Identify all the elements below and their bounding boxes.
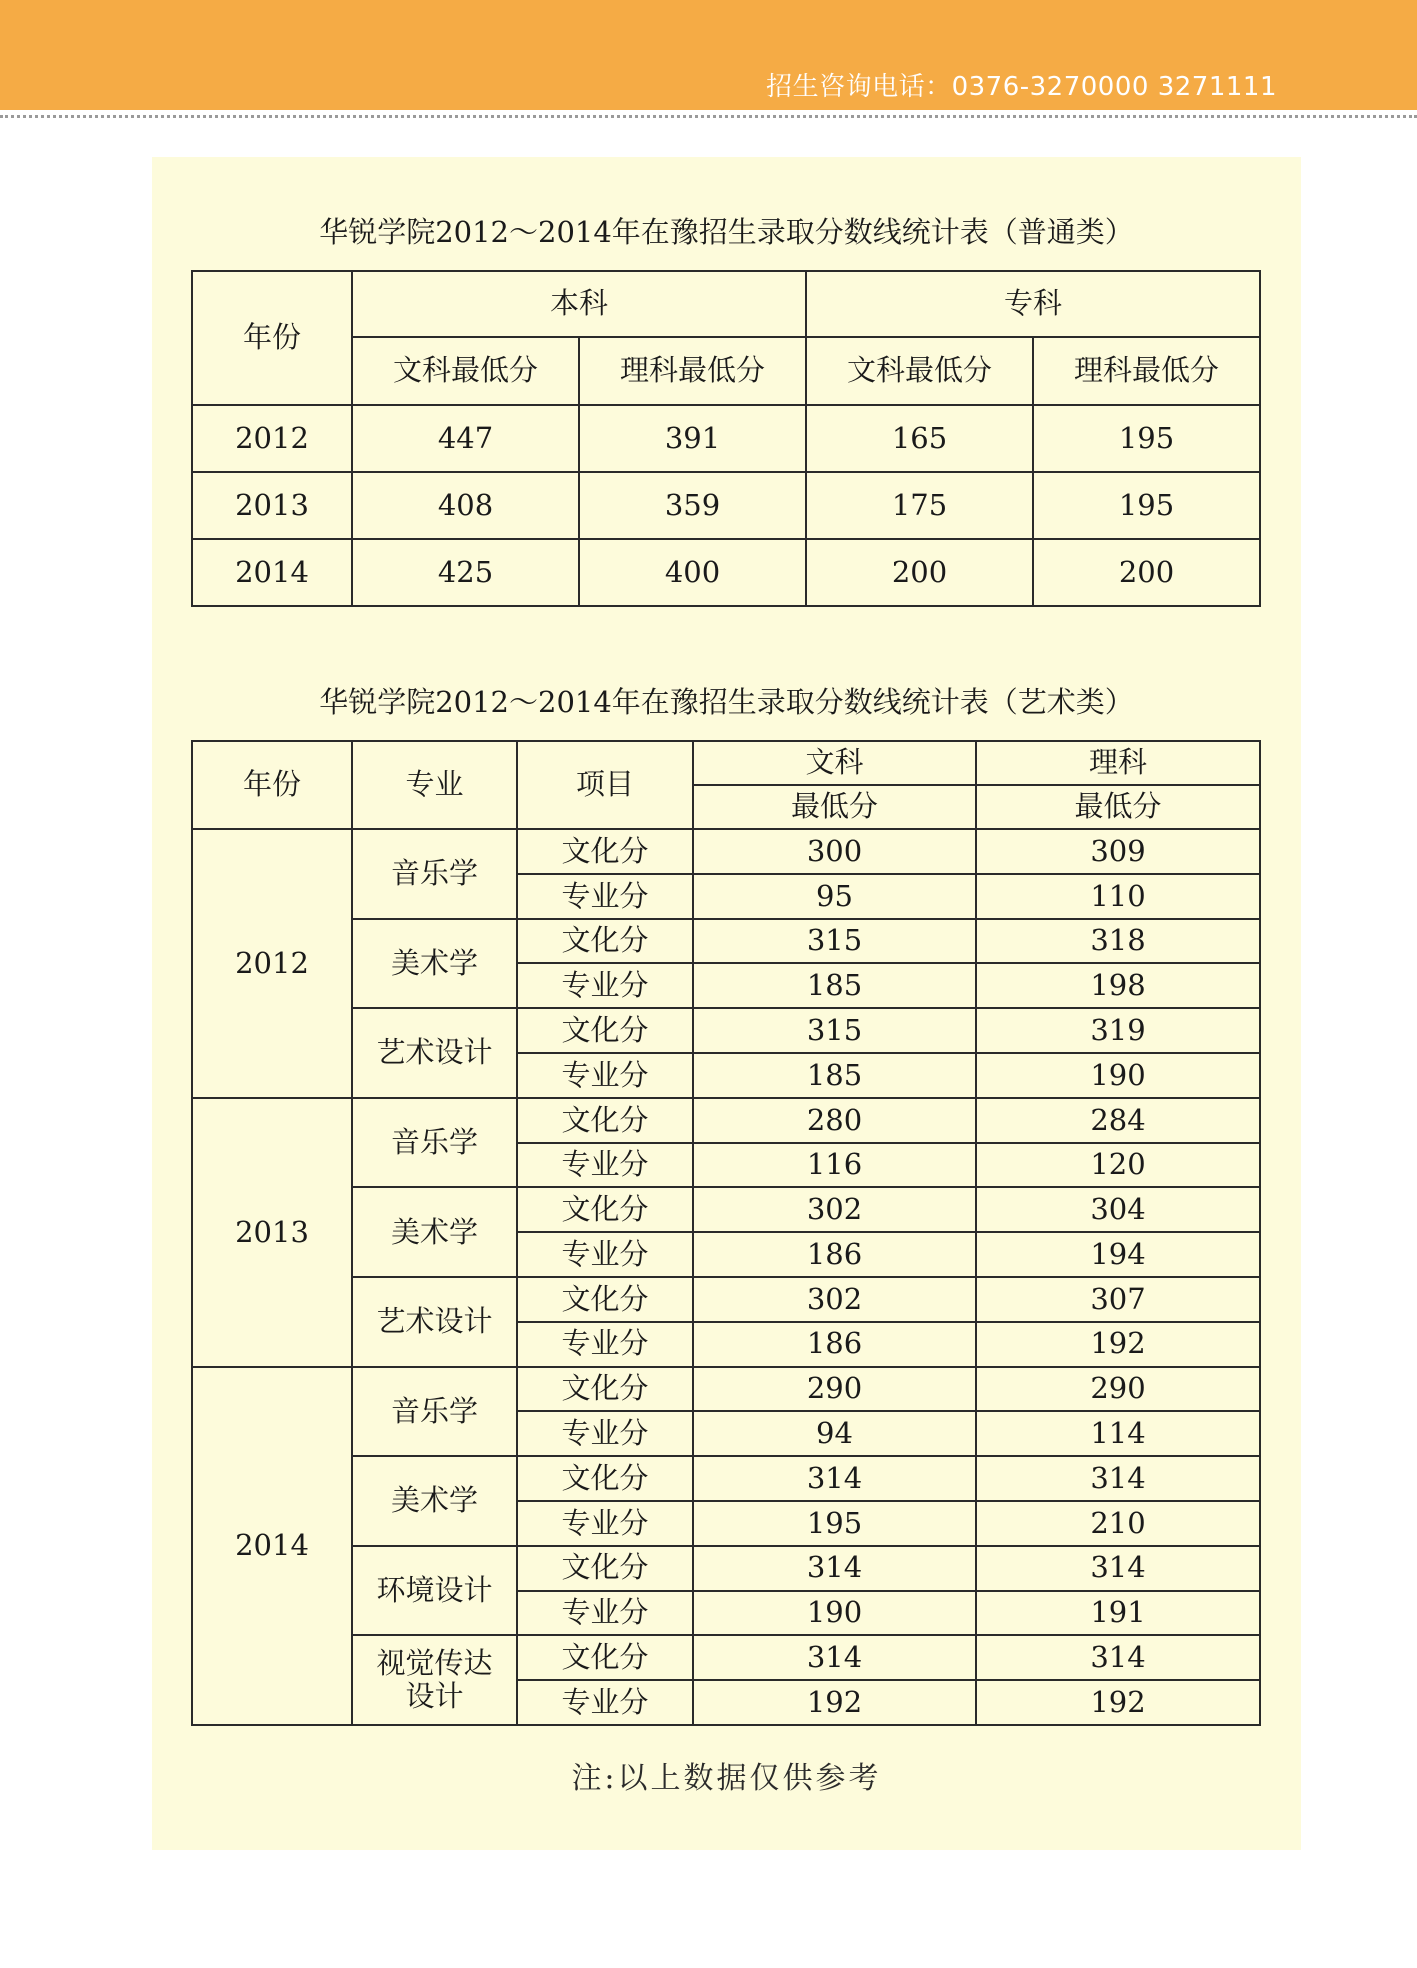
header-bar (0, 0, 1417, 110)
year-cell: 2012 (192, 405, 352, 472)
science-score-cell: 290 (976, 1367, 1260, 1412)
year-cell: 2013 (192, 1098, 352, 1367)
item-cell: 专业分 (517, 1232, 693, 1277)
item-cell: 文化分 (517, 1187, 693, 1232)
arts-score-cell: 95 (693, 874, 976, 919)
science-score-cell: 192 (976, 1322, 1260, 1367)
table-row (192, 405, 1260, 472)
subheader-arts-min: 文科最低分 (806, 337, 1033, 405)
table-row (192, 1367, 1260, 1412)
arts-score-cell: 185 (693, 963, 976, 1008)
major-cell: 视觉传达 设计 (352, 1635, 517, 1725)
science-score-cell: 284 (976, 1098, 1260, 1143)
item-cell: 专业分 (517, 1322, 693, 1367)
art-table-body (192, 829, 1260, 1725)
science-score-cell: 314 (976, 1456, 1260, 1501)
science-score-cell: 319 (976, 1008, 1260, 1053)
score-cell: 400 (579, 539, 806, 606)
table-row (192, 1277, 1260, 1322)
science-score-cell: 190 (976, 1053, 1260, 1098)
arts-score-cell: 315 (693, 1008, 976, 1053)
header-science-min: 最低分 (976, 785, 1260, 829)
arts-score-cell: 116 (693, 1143, 976, 1188)
score-cell: 391 (579, 405, 806, 472)
arts-score-cell: 314 (693, 1635, 976, 1680)
item-cell: 文化分 (517, 1635, 693, 1680)
item-cell: 专业分 (517, 1501, 693, 1546)
score-cell: 195 (1033, 405, 1260, 472)
item-cell: 专业分 (517, 963, 693, 1008)
score-cell: 175 (806, 472, 1033, 539)
header-science: 理科 (976, 741, 1260, 785)
table-row (192, 1008, 1260, 1053)
item-cell: 专业分 (517, 1143, 693, 1188)
science-score-cell: 120 (976, 1143, 1260, 1188)
science-score-cell: 314 (976, 1546, 1260, 1591)
item-cell: 文化分 (517, 1367, 693, 1412)
table1-title: 华锐学院2012～2014年在豫招生录取分数线统计表（普通类） (319, 215, 1134, 249)
science-score-cell: 210 (976, 1501, 1260, 1546)
table2-title: 华锐学院2012～2014年在豫招生录取分数线统计表（艺术类） (319, 685, 1134, 719)
major-cell: 音乐学 (352, 829, 517, 919)
header-year: 年份 (192, 741, 352, 829)
score-cell: 200 (806, 539, 1033, 606)
major-cell: 音乐学 (352, 1098, 517, 1188)
score-cell: 425 (352, 539, 579, 606)
science-score-cell: 307 (976, 1277, 1260, 1322)
subheader-science-min: 理科最低分 (579, 337, 806, 405)
subheader-science-min: 理科最低分 (1033, 337, 1260, 405)
science-score-cell: 191 (976, 1591, 1260, 1636)
major-cell: 美术学 (352, 1187, 517, 1277)
header-arts-min: 最低分 (693, 785, 976, 829)
content-panel (152, 157, 1301, 1850)
table-row (192, 1546, 1260, 1591)
science-score-cell: 192 (976, 1680, 1260, 1725)
item-cell: 专业分 (517, 1411, 693, 1456)
science-score-cell: 110 (976, 874, 1260, 919)
arts-score-cell: 300 (693, 829, 976, 874)
table-row (192, 919, 1260, 964)
arts-score-cell: 315 (693, 919, 976, 964)
arts-score-cell: 94 (693, 1411, 976, 1456)
arts-score-cell: 280 (693, 1098, 976, 1143)
table-row (192, 829, 1260, 874)
score-cell: 447 (352, 405, 579, 472)
header-junior-college: 专科 (806, 271, 1260, 337)
arts-score-cell: 186 (693, 1232, 976, 1277)
subheader-arts-min: 文科最低分 (352, 337, 579, 405)
major-cell: 艺术设计 (352, 1008, 517, 1098)
science-score-cell: 194 (976, 1232, 1260, 1277)
hotline-label: 招生咨询电话： (766, 72, 952, 102)
score-cell: 165 (806, 405, 1033, 472)
score-cell: 200 (1033, 539, 1260, 606)
footnote: 注:以上数据仅供参考 (571, 1761, 882, 1796)
science-score-cell: 304 (976, 1187, 1260, 1232)
header-undergraduate: 本科 (352, 271, 806, 337)
year-cell: 2012 (192, 829, 352, 1098)
science-score-cell: 318 (976, 919, 1260, 964)
art-admission-table (191, 740, 1261, 1726)
table-row (192, 1187, 1260, 1232)
arts-score-cell: 290 (693, 1367, 976, 1412)
score-cell: 408 (352, 472, 579, 539)
arts-score-cell: 190 (693, 1591, 976, 1636)
major-cell: 美术学 (352, 1456, 517, 1546)
item-cell: 专业分 (517, 1591, 693, 1636)
item-cell: 专业分 (517, 874, 693, 919)
header-item: 项目 (517, 741, 693, 829)
item-cell: 专业分 (517, 1680, 693, 1725)
dotted-divider (0, 115, 1417, 118)
science-score-cell: 309 (976, 829, 1260, 874)
arts-score-cell: 186 (693, 1322, 976, 1367)
arts-score-cell: 195 (693, 1501, 976, 1546)
table-row (192, 1635, 1260, 1680)
item-cell: 文化分 (517, 1098, 693, 1143)
score-cell: 359 (579, 472, 806, 539)
arts-score-cell: 314 (693, 1456, 976, 1501)
item-cell: 文化分 (517, 1456, 693, 1501)
science-score-cell: 198 (976, 963, 1260, 1008)
admissions-hotline (766, 66, 1277, 103)
major-cell: 美术学 (352, 919, 517, 1009)
score-cell: 195 (1033, 472, 1260, 539)
arts-score-cell: 314 (693, 1546, 976, 1591)
item-cell: 文化分 (517, 1277, 693, 1322)
header-arts: 文科 (693, 741, 976, 785)
item-cell: 专业分 (517, 1053, 693, 1098)
major-cell: 艺术设计 (352, 1277, 517, 1367)
arts-score-cell: 192 (693, 1680, 976, 1725)
science-score-cell: 114 (976, 1411, 1260, 1456)
item-cell: 文化分 (517, 919, 693, 964)
major-cell: 环境设计 (352, 1546, 517, 1636)
header-year: 年份 (192, 271, 352, 405)
year-cell: 2014 (192, 539, 352, 606)
arts-score-cell: 185 (693, 1053, 976, 1098)
item-cell: 文化分 (517, 1008, 693, 1053)
header-major: 专业 (352, 741, 517, 829)
arts-score-cell: 302 (693, 1277, 976, 1322)
regular-admission-table (191, 270, 1261, 607)
table-row (192, 1098, 1260, 1143)
table-row (192, 472, 1260, 539)
major-cell: 音乐学 (352, 1367, 517, 1457)
year-cell: 2014 (192, 1367, 352, 1725)
item-cell: 文化分 (517, 829, 693, 874)
arts-score-cell: 302 (693, 1187, 976, 1232)
hotline-numbers: 0376-3270000 3271111 (951, 72, 1277, 102)
table-row (192, 539, 1260, 606)
table-row (192, 1456, 1260, 1501)
science-score-cell: 314 (976, 1635, 1260, 1680)
year-cell: 2013 (192, 472, 352, 539)
item-cell: 文化分 (517, 1546, 693, 1591)
